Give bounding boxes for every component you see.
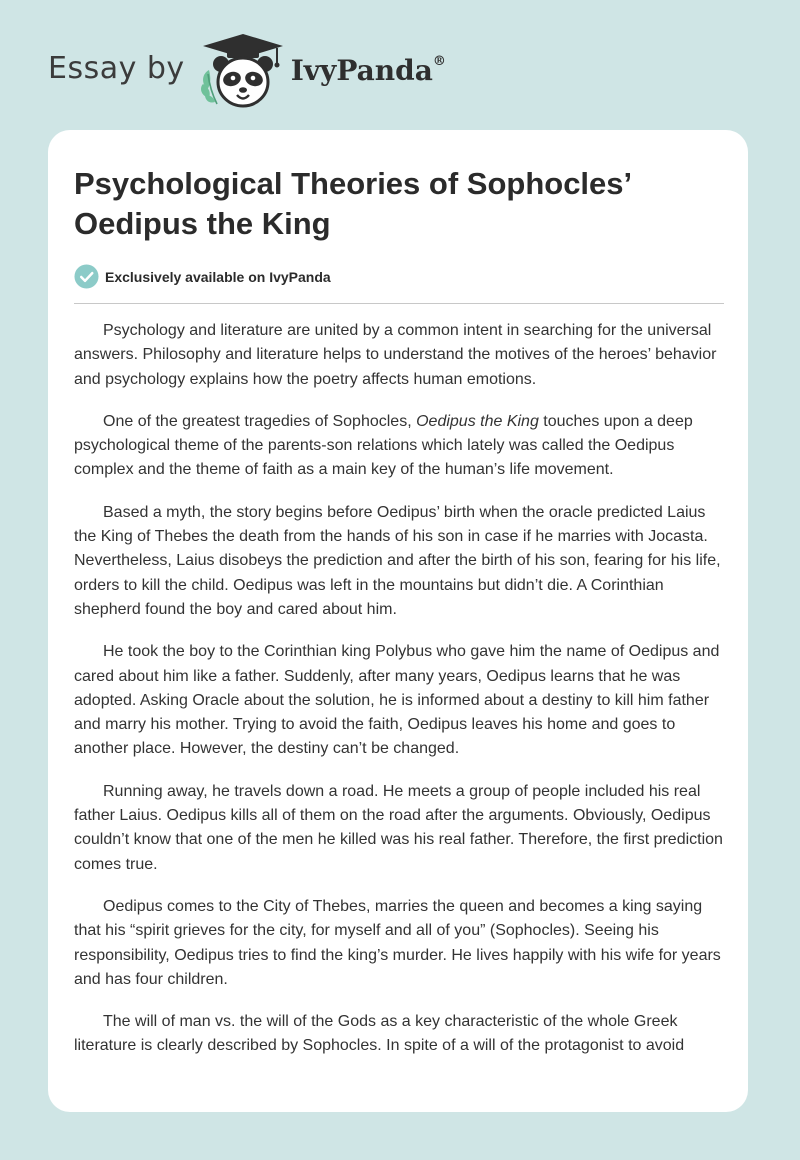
registered-mark: ® — [432, 54, 446, 70]
essay-card — [48, 130, 748, 1112]
badge-text: Exclusively available on IvyPanda — [105, 268, 331, 285]
exclusive-badge — [74, 264, 331, 289]
paragraph: Based a myth, the story begins before Oedipus’ birth when the oracle predicted Laius the King of Thebes the death from the hands of his son in case if he marries with Jocasta. Nevertheless, Laius disobeys the prediction and after the birth of his son, fearing for his life, orders to kill the child. Oedipus was left in the mountains but didn’t die. A Corinthian shepherd found the boy and cared about him. — [74, 503, 721, 618]
paragraph: Oedipus comes to the City of Thebes, marries the queen and becomes a king saying that his “spirit grieves for the city, for myself and all of you” (Sophocles). Seeing his responsibility, Oedipus tries to find the king’s murder. He lives happily with his wife for years and has four children. — [74, 897, 721, 988]
brand-prefix: Essay by — [48, 50, 185, 86]
paragraph: The will of man vs. the will of the Gods as a key characteristic of the whole Greek literature is clearly described by Sophocles. In spite of a will of the protagonist to avoid — [74, 1013, 685, 1055]
paragraph: He took the boy to the Corinthian king Polybus who gave him the name of Oedipus and cared about him like a father. Suddenly, after many years, Oedipus learns that he was adopted. Asking Oracle about the solution, he is informed about a destiny to kill him father and marry his mother. Trying to avoid the faith, Oedipus leaves his home and goes to another place. However, the destiny can’t be changed. — [74, 643, 720, 758]
panda-graduate-icon — [199, 32, 285, 112]
brand-name: IvyPanda® — [290, 53, 446, 87]
page-title: Psychological Theories of Sophocles’ Oedipus the King — [74, 166, 631, 241]
divider — [74, 303, 724, 304]
site-brand[interactable] — [48, 32, 446, 112]
essay-body — [74, 319, 724, 1077]
paragraph: Psychology and literature are united by a common intent in searching for the universal answers. Philosophy and literature helps to understand the motives of the heroes’ behavior and psychology explains how the poetry affects human emotions. — [74, 322, 717, 388]
book-title: Oedipus the King — [416, 412, 539, 430]
paragraph: One of the greatest tragedies of Sophocles, Oedipus the King touches upon a deep psychological theme of the parents-son relations which lately was called the Oedipus complex and the theme of faith as a main key of the human’s life movement. — [74, 412, 693, 479]
paragraph: Running away, he travels down a road. He meets a group of people included his real father Laius. Oedipus kills all of them on the road after the arguments. Obviously, Oedipus couldn’t know that one of the men he killed was his real father. Therefore, the first prediction comes true. — [74, 782, 723, 873]
check-circle-icon — [74, 264, 99, 289]
